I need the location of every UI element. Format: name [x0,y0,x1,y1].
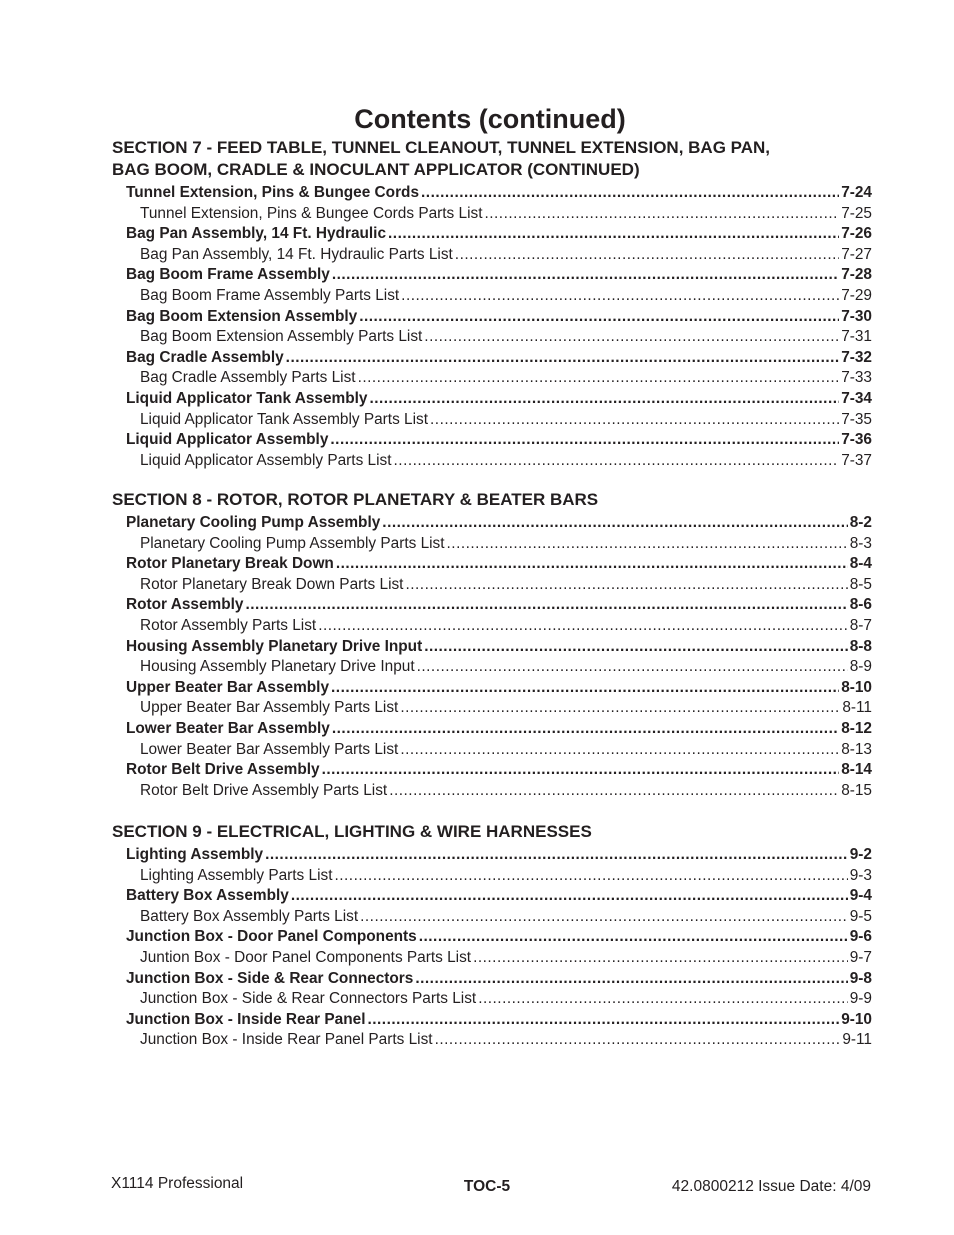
toc-entry-page: 9-6 [849,928,872,946]
dot-leader [455,245,839,266]
footer-page-number: TOC-5 [463,1178,511,1195]
toc-entry [112,286,872,307]
toc-entry-label: Tunnel Extension, Pins & Bungee Cords Parts List [140,204,483,222]
toc-entry-label: Junction Box - Inside Rear Panel [126,1010,366,1028]
dot-leader [291,886,848,907]
toc-entry [112,224,872,245]
section-heading-line: SECTION 7 - FEED TABLE, TUNNEL CLEANOUT, TUNNEL EXTENSION, BAG PAN, [112,138,771,157]
dot-leader [415,969,847,990]
dot-leader [473,948,848,969]
toc-entry-label: Junction Box - Side & Rear Connectors [126,969,414,987]
dot-leader [358,368,840,389]
toc-entry-label: Liquid Applicator Tank Assembly Parts List [140,410,429,428]
toc-entry [112,719,872,740]
dot-leader [318,616,848,637]
toc-entry [112,389,872,410]
toc-section-9 [112,821,872,1051]
dot-leader [405,575,847,596]
toc-entry-label: Bag Boom Frame Assembly Parts List [140,286,400,304]
dot-leader [286,348,840,369]
toc-entry [112,657,872,678]
toc-entry-page: 7-30 [841,307,872,325]
toc-entry [112,368,872,389]
toc-entry-label: Bag Cradle Assembly Parts List [140,369,356,387]
dot-leader [435,1030,841,1051]
footer-issue-info: 42.0800212 Issue Date: 4/09 [671,1178,871,1195]
toc-entry [112,265,872,286]
toc-entry-label: Bag Boom Extension Assembly [126,307,358,325]
toc-entry-label: Junction Box - Door Panel Components [126,928,417,946]
section-heading-line: SECTION 9 - ELECTRICAL, LIGHTING & WIRE HARNESSES [112,822,592,841]
toc-entry-page: 9-8 [849,969,872,987]
toc-entry-page: 9-9 [849,990,872,1008]
toc-entry-page: 9-10 [841,1010,872,1028]
toc-entry-page: 8-10 [841,678,872,696]
toc-entry-page: 8-8 [849,637,872,655]
toc-entry [112,451,872,472]
toc-entry [112,513,872,534]
toc-entry [112,410,872,431]
toc-entry [112,907,872,928]
toc-entry [112,595,872,616]
toc-entry-page: 8-3 [849,534,872,552]
dot-leader [330,430,839,451]
section-heading-line: BAG BOOM, CRADLE & INOCULANT APPLICATOR (CONTINUED) [112,160,640,179]
toc-entries [112,513,872,801]
dot-leader [336,554,848,575]
dot-leader [400,740,839,761]
toc-entry-page: 9-2 [849,846,872,863]
dot-leader [400,698,840,719]
toc-entries [112,845,872,1051]
dot-leader [424,327,839,348]
toc-entry-page: 7-31 [841,328,872,346]
toc-section-8 [112,489,872,801]
toc-entry-page: 8-7 [849,616,872,634]
toc-entry [112,886,872,907]
toc-entry-page: 7-36 [841,431,872,449]
toc-entry-label: Junction Box - Inside Rear Panel Parts List [140,1031,433,1049]
dot-leader [388,224,839,245]
toc-entry [112,760,872,781]
toc-entry-page: 7-33 [841,369,872,387]
toc-entry-label: Lighting Assembly [126,846,264,863]
toc-entry-label: Rotor Assembly [126,596,244,614]
toc-entry-label: Upper Beater Bar Assembly Parts List [140,699,399,717]
toc-entry [112,781,872,802]
dot-leader [245,595,847,616]
toc-entry [112,1030,872,1051]
toc-entry-page: 7-34 [841,389,872,407]
toc-entry [112,989,872,1010]
toc-entry-label: Rotor Belt Drive Assembly [126,761,320,779]
dot-leader [322,760,840,781]
toc-entry [112,204,872,225]
page-title: Contents (continued) [354,104,626,134]
toc-entry-page: 8-15 [841,781,872,799]
toc-entry [112,678,872,699]
toc-entry-page: 8-5 [849,575,872,593]
toc-entry-label: Rotor Belt Drive Assembly Parts List [140,781,388,799]
toc-entry-page: 7-27 [841,245,872,263]
toc-entry-page: 7-28 [841,266,872,284]
toc-entry-page: 7-25 [841,204,872,222]
toc-entry-page: 8-4 [849,555,872,573]
toc-entry-label: Lighting Assembly Parts List [140,866,333,884]
toc-entry [112,969,872,990]
dot-leader [424,637,848,658]
toc-entry [112,575,872,596]
footer-product-name: X1114 Professional [111,1175,244,1192]
toc-entry-label: Planetary Cooling Pump Assembly Parts List [140,534,445,552]
toc-entry-label: Lower Beater Bar Assembly [126,719,330,737]
toc-entry-label: Bag Pan Assembly, 14 Ft. Hydraulic Parts List [140,245,453,263]
section-heading [112,137,872,181]
dot-leader [478,989,848,1010]
toc-entry [112,183,872,204]
dot-leader [484,204,839,225]
toc-entry-label: Tunnel Extension, Pins & Bungee Cords [126,184,420,201]
toc-entry [112,948,872,969]
dot-leader [401,286,839,307]
toc-entry-page: 9-5 [849,907,872,925]
toc-entry-page: 7-37 [841,451,872,469]
dot-leader [359,307,839,328]
toc-entry-page: 9-4 [849,887,872,905]
dot-leader [367,1010,839,1031]
toc-entry-label: Bag Cradle Assembly [126,348,284,366]
toc-entry-page: 7-24 [841,184,872,201]
toc-entry-label: Upper Beater Bar Assembly [126,678,330,696]
toc-entry-label: Bag Pan Assembly, 14 Ft. Hydraulic [126,225,387,243]
section-heading-line: SECTION 8 - ROTOR, ROTOR PLANETARY & BEATER BARS [112,490,599,509]
toc-entry [112,348,872,369]
toc-entry-page: 8-14 [841,761,872,779]
toc-entry-label: Rotor Planetary Break Down [126,555,334,573]
dot-leader [369,389,839,410]
toc-entry [112,616,872,637]
toc-entry-label: Liquid Applicator Assembly Parts List [140,451,392,469]
dot-leader [419,927,848,948]
toc-entry-page: 7-26 [841,225,872,243]
toc-entry-page: 7-29 [841,286,872,304]
dot-leader [331,678,839,699]
dot-leader [421,183,839,204]
toc-entry-label: Lower Beater Bar Assembly Parts List [140,740,399,758]
toc-entry-page: 8-2 [849,514,872,531]
toc-entry-label: Rotor Assembly Parts List [140,616,317,634]
dot-leader [430,410,839,431]
toc-entry [112,698,872,719]
toc-entries [112,183,872,471]
dot-leader [382,513,847,534]
toc-entry [112,430,872,451]
toc-entry-page: 8-11 [842,699,872,717]
toc-entry-label: Junction Box - Side & Rear Connectors Parts List [140,990,477,1008]
toc-entry-page: 9-7 [849,948,872,966]
toc-entry-page: 8-9 [849,658,872,676]
toc-entry [112,637,872,658]
section-heading [112,489,872,511]
toc-entry-label: Liquid Applicator Tank Assembly [126,389,368,407]
toc-entry-page: 8-13 [841,740,872,758]
toc-entry [112,307,872,328]
toc-entry-label: Liquid Applicator Assembly [126,431,329,449]
toc-entry-page: 8-12 [841,719,872,737]
toc-entry-page: 9-3 [849,866,872,884]
toc-entry-label: Battery Box Assembly [126,887,289,905]
toc-entry-label: Bag Boom Frame Assembly [126,266,330,284]
section-heading [112,821,872,843]
toc-entry [112,327,872,348]
toc-entry [112,927,872,948]
toc-entry [112,740,872,761]
toc-entry [112,845,872,866]
toc-entry-label: Planetary Cooling Pump Assembly [126,514,381,531]
toc-entry-page: 7-35 [841,410,872,428]
dot-leader [360,907,848,928]
dot-leader [332,719,839,740]
dot-leader [417,657,848,678]
dot-leader [389,781,839,802]
toc-entry-page: 9-11 [842,1031,872,1049]
toc-entry-page: 8-6 [849,596,872,614]
toc-entry-label: Housing Assembly Planetary Drive Input [126,637,423,655]
toc-entry [112,866,872,887]
dot-leader [332,265,839,286]
toc-entry [112,245,872,266]
toc-entry-label: Juntion Box - Door Panel Components Parts List [140,948,472,966]
toc-entry-label: Housing Assembly Planetary Drive Input [140,658,415,676]
toc-entry [112,534,872,555]
toc-entry [112,554,872,575]
toc-entry [112,1010,872,1031]
toc-section-7 [112,137,872,471]
dot-leader [447,534,848,555]
toc-entry-label: Rotor Planetary Break Down Parts List [140,575,404,593]
dot-leader [265,845,848,866]
dot-leader [334,866,847,887]
dot-leader [394,451,840,472]
toc-entry-label: Bag Boom Extension Assembly Parts List [140,328,423,346]
toc-entry-label: Battery Box Assembly Parts List [140,907,359,925]
toc-entry-page: 7-32 [841,348,872,366]
